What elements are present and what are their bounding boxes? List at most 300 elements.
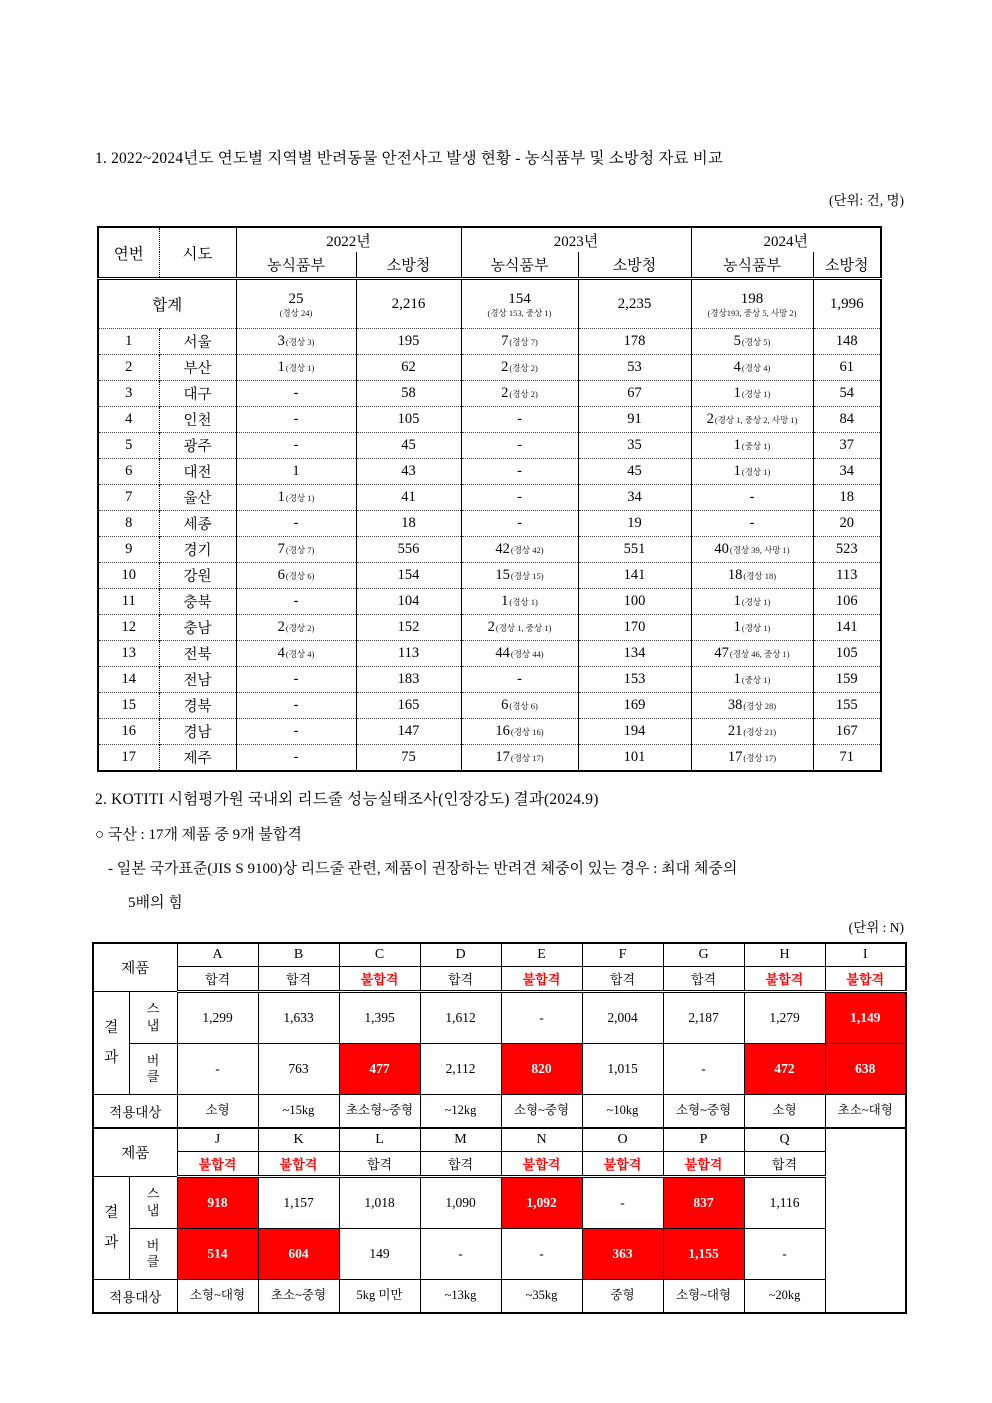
product-letter-row <box>93 943 906 967</box>
pass-verdict: 합격 <box>258 967 339 992</box>
value-cell <box>461 537 578 563</box>
region-cell: 경기 <box>159 537 236 563</box>
value-cell <box>691 433 813 459</box>
value-cell: 58 <box>356 381 461 407</box>
region-cell: 울산 <box>159 485 236 511</box>
value-cell <box>461 589 578 615</box>
value-cell: 43 <box>356 459 461 485</box>
table1-year-header-row <box>98 227 881 252</box>
value-detail: (경상 1, 중상 1) <box>495 623 552 633</box>
value: 17 <box>727 749 743 765</box>
total-value-detail: (경상 153, 중상 1) <box>487 308 552 319</box>
verdict-row <box>93 967 906 992</box>
value: 3 <box>277 333 285 349</box>
table-row <box>98 641 881 667</box>
buckle-value-cell: - <box>420 1229 501 1280</box>
value-detail: (경상 44) <box>510 649 544 659</box>
vertical-char: 냅 <box>146 1202 160 1218</box>
value-cell <box>691 381 813 407</box>
snap-value-cell: 1,116 <box>744 1177 825 1229</box>
product-letter: Q <box>744 1128 825 1152</box>
value-detail: (경상 15) <box>510 571 544 581</box>
target-cell: 소형 <box>744 1095 825 1129</box>
verdict-row <box>93 1152 906 1177</box>
value-cell: 153 <box>578 667 691 693</box>
pass-verdict: 합격 <box>177 967 258 992</box>
buckle-value-cell: - <box>177 1044 258 1095</box>
value: 1 <box>733 619 741 635</box>
value-cell <box>691 459 813 485</box>
value-cell: 62 <box>356 355 461 381</box>
value-cell: 100 <box>578 589 691 615</box>
value-cell: 159 <box>813 667 881 693</box>
value-cell: 35 <box>578 433 691 459</box>
value: 6 <box>501 697 509 713</box>
value: 2 <box>487 619 495 635</box>
target-row <box>93 1095 906 1129</box>
agency-header: 농식품부 <box>691 252 813 279</box>
product-letter: A <box>177 943 258 967</box>
total-value: 25 <box>288 290 304 307</box>
value-cell: 152 <box>356 615 461 641</box>
value-cell: 45 <box>356 433 461 459</box>
buckle-value-cell: 638 <box>825 1044 906 1095</box>
total-value-cell <box>236 279 356 329</box>
buckle-value-cell: - <box>501 1229 582 1280</box>
total-value: 198 <box>740 290 764 307</box>
value-detail: (경상 1) <box>285 363 315 373</box>
table-row <box>98 511 881 537</box>
value: 4 <box>733 359 741 375</box>
region-cell: 전남 <box>159 667 236 693</box>
value: 2 <box>501 359 509 375</box>
product-letter: L <box>339 1128 420 1152</box>
vertical-char: 클 <box>146 1254 160 1269</box>
table-row <box>98 485 881 511</box>
value-cell: 34 <box>578 485 691 511</box>
table-row <box>98 693 881 719</box>
agency-header: 소방청 <box>356 252 461 279</box>
value-detail: (경상 16) <box>510 727 544 737</box>
product-letter: C <box>339 943 420 967</box>
region-cell: 대전 <box>159 459 236 485</box>
value-cell <box>691 641 813 667</box>
value-detail: (경상 1) <box>741 467 771 477</box>
value-cell: 101 <box>578 745 691 772</box>
table-row <box>98 329 881 355</box>
value-cell: - <box>461 433 578 459</box>
vertical-char: 냅 <box>146 1017 160 1033</box>
value-detail: (경상 6) <box>285 571 315 581</box>
value-cell: - <box>691 511 813 537</box>
value: 1 <box>277 359 285 375</box>
buckle-value-cell: 1,155 <box>663 1229 744 1280</box>
value-cell: 170 <box>578 615 691 641</box>
result-header <box>93 1177 129 1280</box>
total-value: 2,235 <box>617 295 652 312</box>
value-cell: - <box>236 719 356 745</box>
value: 18 <box>727 567 743 583</box>
region-cell: 대구 <box>159 381 236 407</box>
value-cell <box>461 745 578 772</box>
pass-verdict: 합격 <box>420 967 501 992</box>
value-cell: 134 <box>578 641 691 667</box>
table-row <box>98 745 881 772</box>
snap-value-cell: 1,612 <box>420 992 501 1044</box>
value-cell <box>691 615 813 641</box>
product-letter: J <box>177 1128 258 1152</box>
year-header-2024: 2024년 <box>691 227 881 252</box>
target-cell: 소형 <box>177 1095 258 1129</box>
target-cell: 중형 <box>582 1280 663 1314</box>
target-cell: 소형~중형 <box>501 1095 582 1129</box>
value-cell: 54 <box>813 381 881 407</box>
value-cell: - <box>236 589 356 615</box>
value-cell <box>236 329 356 355</box>
value-cell <box>461 719 578 745</box>
row-number-cell: 17 <box>98 745 159 772</box>
value-cell: 34 <box>813 459 881 485</box>
row-number-cell: 14 <box>98 667 159 693</box>
value: 1 <box>733 385 741 401</box>
buckle-value-cell: 1,015 <box>582 1044 663 1095</box>
value-cell <box>236 563 356 589</box>
row-number-cell: 12 <box>98 615 159 641</box>
total-label: 합계 <box>98 279 236 329</box>
value-cell: - <box>691 485 813 511</box>
vertical-char: 버 <box>146 1052 160 1068</box>
buckle-value-cell: - <box>744 1229 825 1280</box>
value-cell: 141 <box>813 615 881 641</box>
product-letter: F <box>582 943 663 967</box>
snap-value-cell: 1,299 <box>177 992 258 1044</box>
total-value: 2,216 <box>391 295 426 312</box>
row-number-cell: 3 <box>98 381 159 407</box>
snap-row <box>93 1177 906 1229</box>
snap-value-cell: 1,092 <box>501 1177 582 1229</box>
value: 44 <box>495 645 510 661</box>
buckle-header <box>129 1229 177 1280</box>
region-cell: 서울 <box>159 329 236 355</box>
value-detail: (경상 4) <box>285 649 315 659</box>
value: 6 <box>277 567 285 583</box>
value-cell: 91 <box>578 407 691 433</box>
value-detail: (경상 1) <box>741 389 771 399</box>
value-cell <box>236 537 356 563</box>
row-number-cell: 7 <box>98 485 159 511</box>
region-cell: 충북 <box>159 589 236 615</box>
row-number-cell: 1 <box>98 329 159 355</box>
value-cell: - <box>461 459 578 485</box>
value: 2 <box>501 385 509 401</box>
target-cell: ~10kg <box>582 1095 663 1129</box>
value-cell: - <box>236 667 356 693</box>
snap-value-cell: 2,187 <box>663 992 744 1044</box>
value-cell: 523 <box>813 537 881 563</box>
value-cell <box>461 329 578 355</box>
value-cell: 195 <box>356 329 461 355</box>
vertical-char: 스 <box>146 1001 160 1017</box>
value-detail: (경상 4) <box>741 363 771 373</box>
value-detail: (경상 17) <box>743 753 777 763</box>
row-number-cell: 16 <box>98 719 159 745</box>
value-cell: 71 <box>813 745 881 772</box>
value-cell: 41 <box>356 485 461 511</box>
value-cell: 37 <box>813 433 881 459</box>
target-row <box>93 1280 906 1314</box>
agency-header: 농식품부 <box>236 252 356 279</box>
fail-verdict: 불합격 <box>177 1152 258 1177</box>
value: 15 <box>495 567 510 583</box>
table-row <box>98 537 881 563</box>
value-cell <box>691 693 813 719</box>
region-cell: 전북 <box>159 641 236 667</box>
total-value-cell <box>356 279 461 329</box>
value-detail: (경상 6) <box>509 701 538 711</box>
row-number-cell: 10 <box>98 563 159 589</box>
section2-note-line2: 5배의 힘 <box>128 895 183 911</box>
value-cell: 18 <box>356 511 461 537</box>
table-row <box>98 667 881 693</box>
region-cell: 경남 <box>159 719 236 745</box>
value-detail: (경상 28) <box>743 701 777 711</box>
product-header: 제품 <box>93 943 177 992</box>
value-detail: (경상 5) <box>741 337 771 347</box>
value: 2 <box>706 411 714 427</box>
row-number-cell: 8 <box>98 511 159 537</box>
value-cell: 155 <box>813 693 881 719</box>
total-value-cell <box>461 279 578 329</box>
value: 1 <box>733 593 741 609</box>
row-number-cell: 11 <box>98 589 159 615</box>
product-header: 제품 <box>93 1128 177 1177</box>
value-cell: 18 <box>813 485 881 511</box>
pass-verdict: 합격 <box>663 967 744 992</box>
value-cell: 165 <box>356 693 461 719</box>
target-cell: ~20kg <box>744 1280 825 1314</box>
value-cell <box>461 641 578 667</box>
value-cell: 113 <box>356 641 461 667</box>
value-cell <box>461 693 578 719</box>
table-row <box>98 433 881 459</box>
section1-unit-label: (단위: 건, 명) <box>828 193 904 208</box>
value-cell: 183 <box>356 667 461 693</box>
region-cell: 충남 <box>159 615 236 641</box>
value: 40 <box>714 541 729 557</box>
total-value-detail: (경상 24) <box>279 308 313 319</box>
agency-header: 농식품부 <box>461 252 578 279</box>
value-cell: 1 <box>236 459 356 485</box>
value-detail: (중상 1) <box>741 441 771 451</box>
value-cell: 61 <box>813 355 881 381</box>
value-cell: 105 <box>813 641 881 667</box>
value-detail: (경상 2) <box>509 389 538 399</box>
value-cell: 148 <box>813 329 881 355</box>
snap-header <box>129 1177 177 1229</box>
product-letter-row <box>93 1128 906 1152</box>
value: 38 <box>727 697 743 713</box>
product-letter: N <box>501 1128 582 1152</box>
value-detail: (경상 1, 중상 2, 사망 1) <box>714 415 798 425</box>
row-number-cell: 13 <box>98 641 159 667</box>
snap-value-cell: 1,090 <box>420 1177 501 1229</box>
buckle-value-cell: 763 <box>258 1044 339 1095</box>
buckle-header <box>129 1044 177 1095</box>
snap-value-cell: 1,395 <box>339 992 420 1044</box>
column-header-sido: 시도 <box>159 227 236 279</box>
buckle-value-cell: 2,112 <box>420 1044 501 1095</box>
value-cell <box>236 355 356 381</box>
target-cell: 초소~중형 <box>258 1280 339 1314</box>
section2-unit-label: (단위 : N) <box>848 920 904 935</box>
region-cell: 강원 <box>159 563 236 589</box>
value-cell: - <box>461 667 578 693</box>
vertical-char: 클 <box>146 1069 160 1084</box>
buckle-value-cell: 604 <box>258 1229 339 1280</box>
value-cell: 551 <box>578 537 691 563</box>
total-value-detail: (경상193, 중상 5, 사망 2) <box>707 308 797 319</box>
snap-value-cell: 1,279 <box>744 992 825 1044</box>
value-detail: (경상 7) <box>509 337 538 347</box>
value-cell: 105 <box>356 407 461 433</box>
total-value: 154 <box>508 290 531 307</box>
value-cell: 147 <box>356 719 461 745</box>
value: 2 <box>277 619 285 635</box>
product-letter: O <box>582 1128 663 1152</box>
target-cell: ~35kg <box>501 1280 582 1314</box>
product-letter: M <box>420 1128 501 1152</box>
value-cell: 154 <box>356 563 461 589</box>
value-cell: - <box>236 745 356 772</box>
value-cell <box>691 745 813 772</box>
pass-verdict: 합격 <box>420 1152 501 1177</box>
value-cell: - <box>236 693 356 719</box>
year-header-2023: 2023년 <box>461 227 691 252</box>
region-cell: 광주 <box>159 433 236 459</box>
product-letter: G <box>663 943 744 967</box>
target-cell: 5kg 미만 <box>339 1280 420 1314</box>
value-cell <box>461 381 578 407</box>
pass-verdict: 합격 <box>744 1152 825 1177</box>
product-letter: E <box>501 943 582 967</box>
total-value: 1,996 <box>829 295 864 312</box>
value-cell <box>236 485 356 511</box>
snap-value-cell: 918 <box>177 1177 258 1229</box>
vertical-char: 버 <box>146 1237 160 1253</box>
table-row <box>98 459 881 485</box>
value-cell: - <box>236 433 356 459</box>
value-cell: 178 <box>578 329 691 355</box>
value-detail: (경상 17) <box>510 753 544 763</box>
value: 47 <box>714 645 729 661</box>
value: 1 <box>733 463 741 479</box>
buckle-value-cell: 149 <box>339 1229 420 1280</box>
value-cell <box>691 719 813 745</box>
target-cell: 소형~중형 <box>663 1095 744 1129</box>
year-header-2022: 2022년 <box>236 227 461 252</box>
value-cell <box>461 563 578 589</box>
value-cell: 45 <box>578 459 691 485</box>
buckle-value-cell: 363 <box>582 1229 663 1280</box>
value-cell <box>691 537 813 563</box>
product-letter: K <box>258 1128 339 1152</box>
value-cell: 169 <box>578 693 691 719</box>
value-cell <box>461 355 578 381</box>
region-cell: 인천 <box>159 407 236 433</box>
region-cell: 경북 <box>159 693 236 719</box>
buckle-value-cell: - <box>663 1044 744 1095</box>
buckle-value-cell: 472 <box>744 1044 825 1095</box>
table-row <box>98 615 881 641</box>
agency-header: 소방청 <box>813 252 881 279</box>
value-cell: - <box>461 407 578 433</box>
fail-verdict: 불합격 <box>825 967 906 992</box>
section2-bullet: ○ 국산 : 17개 제품 중 9개 불합격 <box>95 827 302 843</box>
column-header-no: 연번 <box>98 227 159 279</box>
buckle-value-cell: 477 <box>339 1044 420 1095</box>
value: 1 <box>277 489 285 505</box>
value-cell <box>691 329 813 355</box>
value-detail: (경상 1) <box>741 623 771 633</box>
value-cell: 113 <box>813 563 881 589</box>
value-cell: 84 <box>813 407 881 433</box>
table-row <box>98 719 881 745</box>
target-cell: ~12kg <box>420 1095 501 1129</box>
snap-row <box>93 992 906 1044</box>
value-cell: 167 <box>813 719 881 745</box>
value-cell: 106 <box>813 589 881 615</box>
snap-value-cell: 1,018 <box>339 1177 420 1229</box>
value-cell: 556 <box>356 537 461 563</box>
row-number-cell: 4 <box>98 407 159 433</box>
pass-verdict: 합격 <box>339 1152 420 1177</box>
value-cell: 20 <box>813 511 881 537</box>
value-cell <box>691 355 813 381</box>
value: 17 <box>495 749 510 765</box>
section1-title: 1. 2022~2024년도 연도별 지역별 반려동물 안전사고 발생 현황 - 농식품부 및 소방청 자료 비교 <box>95 150 724 167</box>
snap-value-cell: 837 <box>663 1177 744 1229</box>
table-row <box>98 355 881 381</box>
value-cell <box>691 589 813 615</box>
row-number-cell: 2 <box>98 355 159 381</box>
value: 1 <box>733 671 741 687</box>
value-detail: (경상 1) <box>509 597 538 607</box>
fail-verdict: 불합격 <box>744 967 825 992</box>
buckle-value-cell: 514 <box>177 1229 258 1280</box>
row-number-cell: 5 <box>98 433 159 459</box>
target-cell: 소형~대형 <box>663 1280 744 1314</box>
value-detail: (경상 1) <box>285 493 315 503</box>
value-detail: (경상 1) <box>741 597 771 607</box>
buckle-row <box>93 1044 906 1095</box>
table-row <box>98 563 881 589</box>
accident-comparison-table <box>97 226 882 772</box>
value-cell: 141 <box>578 563 691 589</box>
total-value-cell <box>578 279 691 329</box>
section2-note-line1: - 일본 국가표준(JIS S 9100)상 리드줄 관련, 제품이 권장하는 반려견 체중이 있는 경우 : 최대 체중의 <box>108 861 738 877</box>
value-cell: - <box>461 485 578 511</box>
value-detail: (경상 42) <box>510 545 544 555</box>
value-cell: 19 <box>578 511 691 537</box>
value-detail: (경상 7) <box>285 545 315 555</box>
fail-verdict: 불합격 <box>501 967 582 992</box>
result-header <box>93 992 129 1095</box>
value-detail: (경상 18) <box>743 571 777 581</box>
row-number-cell: 6 <box>98 459 159 485</box>
value: 21 <box>727 723 743 739</box>
value-cell <box>461 615 578 641</box>
snap-value-cell: 1,157 <box>258 1177 339 1229</box>
